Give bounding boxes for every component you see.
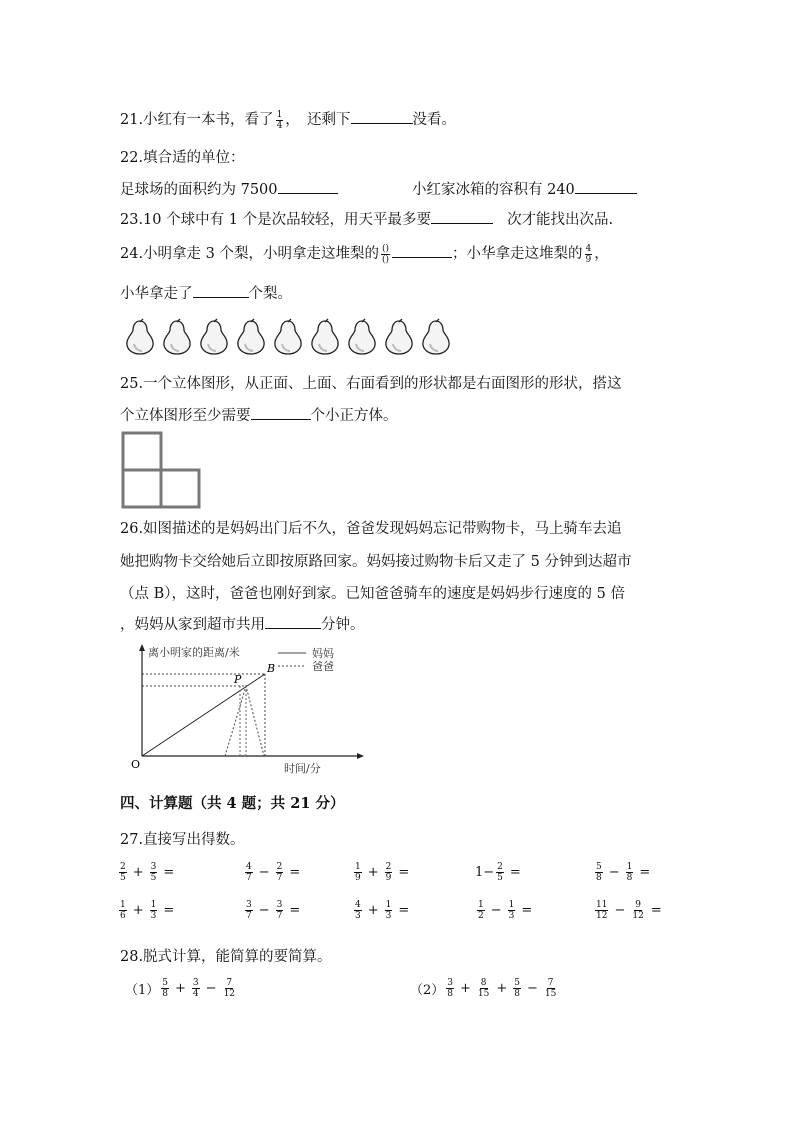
distance-time-graph — [128, 642, 378, 774]
question-22-left: 足球场的面积约为 7500 — [120, 178, 338, 199]
pear-icon — [381, 318, 417, 356]
question-28-title: 28.脱式计算，能简算的要简算。 — [120, 949, 332, 965]
pear-icon — [159, 318, 195, 356]
point-b-label: B — [267, 662, 276, 675]
calc-item: $\frac{2}{5}$ + $\frac{3}{5}$ = — [120, 862, 175, 883]
question-26-line3: （点 B），这时，爸爸也刚好到家。已知爸爸骑车的速度是妈妈步行速度的 5 倍 — [120, 586, 625, 602]
answer-blank[interactable] — [193, 285, 249, 298]
section-4-heading: 四、计算题（共 4 题；共 21 分） — [120, 795, 345, 812]
fraction: $\frac{9}{12}$ — [632, 900, 644, 921]
fraction: $\frac{2}{5}$ — [497, 862, 503, 883]
fraction: $\frac{5}{8}$ — [514, 978, 521, 999]
fraction: $\frac{4}{3}$ — [355, 900, 361, 921]
fraction: $\frac{2}{7}$ — [276, 862, 283, 883]
answer-blank[interactable] — [575, 181, 637, 194]
pear-row — [122, 318, 454, 356]
question-26-line2: 她把购物卡交给她后立即按原路回家。妈妈接过购物卡后又走了 5 分钟到达超市 — [120, 554, 632, 570]
calc-item: $\frac{4}{7}$ − $\frac{2}{7}$ = — [246, 862, 301, 883]
question-22-right: 小红家冰箱的容积有 240 — [412, 178, 637, 199]
q21-text: 21.小红有一本书，看了 — [120, 112, 274, 128]
pear-icon — [270, 318, 306, 356]
fraction: $\frac{1}{9}$ — [355, 862, 361, 883]
answer-blank[interactable] — [265, 616, 321, 629]
pear-icon — [233, 318, 269, 356]
y-axis-label: 离小明家的距离/米 — [148, 646, 240, 659]
calc-row-1 — [117, 862, 677, 888]
x-axis-arrow — [357, 753, 364, 759]
legend-dad: 爸爸 — [312, 660, 334, 673]
fraction: $\frac{4}{7}$ — [246, 862, 252, 883]
question-24: 24.小明拿走 3 个梨，小明拿走这堆梨的 $\frac{()}{()}$ ；小华拿走这堆梨的 $\frac{4}{9}$ ， — [120, 243, 609, 265]
fraction: $\frac{3}{7}$ — [246, 900, 252, 921]
calc-item: $\frac{11}{12}$ − $\frac{9}{12}$ = — [596, 900, 662, 921]
fraction: $\frac{1}{3}$ — [385, 900, 392, 921]
calc-item: $\frac{4}{3}$ + $\frac{1}{3}$ = — [355, 900, 410, 921]
calc-item: $\frac{1}{2}$ − $\frac{1}{3}$ = — [478, 900, 533, 921]
fraction: $\frac{7}{15}$ — [544, 978, 557, 999]
y-axis-arrow — [139, 644, 145, 651]
legend-mom: 妈妈 — [312, 647, 334, 660]
question-22-title: 22.填合适的单位： — [120, 150, 245, 166]
fraction: $\frac{1}{3}$ — [508, 900, 515, 921]
point-p-label: P — [234, 673, 242, 686]
pear-icon — [344, 318, 380, 356]
fraction: $\frac{()}{()}$ — [382, 243, 390, 265]
calc-item: $\frac{1}{6}$ + $\frac{1}{3}$ = — [120, 900, 175, 921]
fraction: $\frac{3}{4}$ — [192, 978, 199, 999]
answer-blank[interactable] — [431, 211, 493, 224]
fraction: $\frac{1}{3}$ — [150, 900, 157, 921]
answer-blank[interactable] — [278, 181, 338, 194]
fraction: $\frac{7}{12}$ — [223, 978, 236, 999]
fraction: $\frac{11}{12}$ — [596, 900, 608, 921]
question-26-line1: 26.如图描述的是妈妈出门后不久，爸爸发现妈妈忘记带购物卡，马上骑车去追 — [120, 521, 622, 537]
calc-row-2 — [117, 900, 677, 926]
calc-item: $\frac{1}{9}$ + $\frac{2}{9}$ = — [355, 862, 410, 883]
question-26-line4: ，妈妈从家到超市共用 分钟。 — [120, 617, 365, 633]
answer-blank[interactable] — [351, 111, 413, 124]
question-25-line1: 25.一个立体图形，从正面、上面、右面看到的形状都是右面图形的形状，搭这 — [120, 376, 622, 392]
fraction: $\frac{1}{6}$ — [120, 900, 126, 921]
fraction: $\frac{2}{5}$ — [120, 862, 126, 883]
x-axis-label: 时间/分 — [284, 762, 321, 774]
calc-item: $\frac{3}{7}$ − $\frac{3}{7}$ = — [246, 900, 301, 921]
fraction: $\frac{3}{8}$ — [447, 978, 454, 999]
fraction: $\frac{3}{7}$ — [276, 900, 283, 921]
pear-icon — [122, 318, 158, 356]
question-21: 21.小红有一本书，看了 $\frac{1}{4}$ ， 还剩下 没看。 — [120, 109, 457, 131]
fraction: $\frac{5}{8}$ — [162, 978, 169, 999]
fraction: $\frac{4}{9}$ — [585, 243, 592, 265]
cube-shape-figure — [120, 430, 202, 510]
fraction: $\frac{1}{8}$ — [626, 862, 633, 883]
fraction: $\frac{5}{8}$ — [596, 862, 602, 883]
problem-2: （2） $\frac{3}{8}$ + $\frac{8}{15}$ + $\frac{5}{8}$ − $\frac{7}{15}$ — [410, 978, 557, 999]
question-23: 23.10 个球中有 1 个是次品较轻，用天平最多要 次才能找出次品. — [120, 212, 614, 228]
pear-icon — [196, 318, 232, 356]
pear-icon — [307, 318, 343, 356]
question-27-title: 27.直接写出得数。 — [120, 832, 245, 848]
question-24-line2: 小华拿走了 个梨。 — [120, 286, 292, 302]
fraction: $\frac{3}{5}$ — [150, 862, 157, 883]
question-25-line2: 个立体图形至少需要 个小正方体。 — [120, 408, 398, 424]
problem-1: （1） $\frac{5}{8}$ + $\frac{3}{4}$ − $\frac{7}{12}$ — [125, 978, 236, 999]
calc-item: $\frac{5}{8}$ − $\frac{1}{8}$ = — [596, 862, 651, 883]
fraction: $\frac{2}{9}$ — [385, 862, 392, 883]
origin-label: O — [131, 758, 141, 771]
fraction: $\frac{1}{2}$ — [478, 900, 484, 921]
fraction: $\frac{1}{4}$ — [276, 109, 283, 131]
pear-icon — [418, 318, 454, 356]
answer-blank[interactable] — [392, 245, 452, 258]
calc-item: 1− $\frac{2}{5}$ = — [475, 862, 521, 883]
answer-blank[interactable] — [251, 407, 311, 420]
fraction: $\frac{8}{15}$ — [477, 978, 490, 999]
